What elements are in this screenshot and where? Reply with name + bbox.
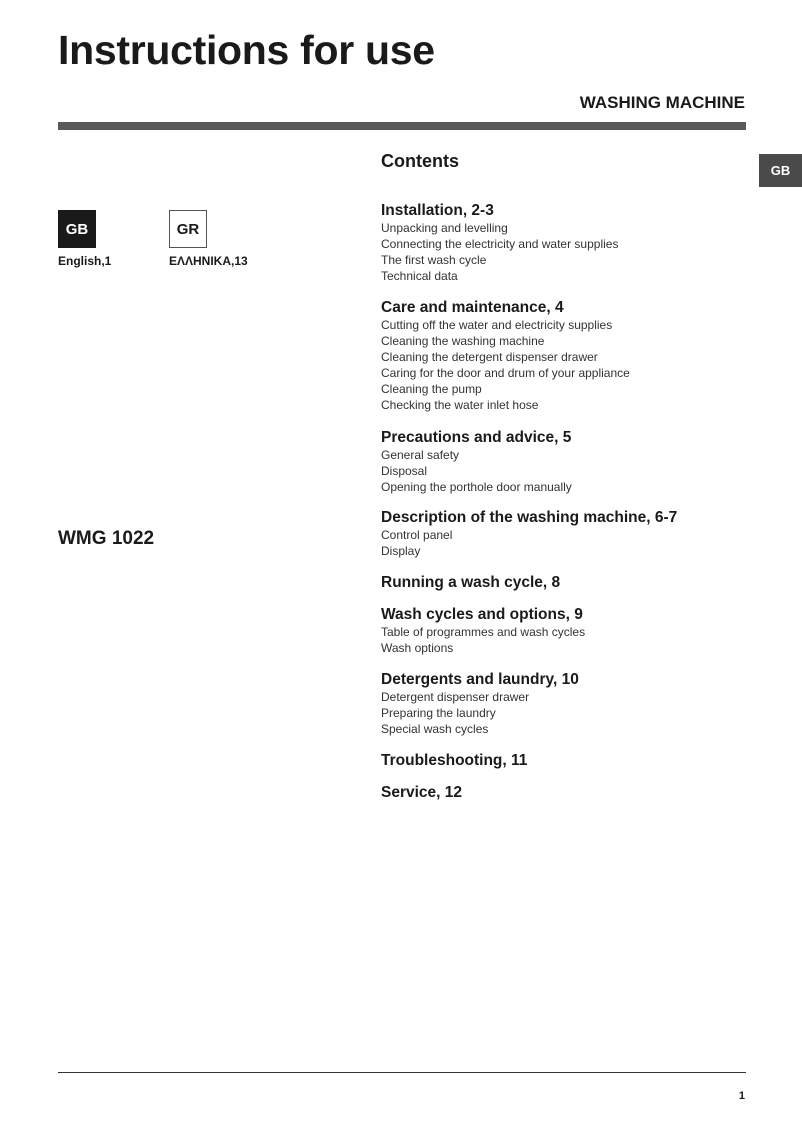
language-gr: [169, 210, 248, 268]
contents-subitem: Display: [381, 544, 421, 559]
page-number: 1: [738, 1090, 745, 1102]
language-label: ΕΛΛΗΝΙΚΑ,13: [169, 254, 248, 268]
contents-section: [381, 605, 585, 656]
contents-subitems: [381, 689, 579, 737]
contents-heading: Contents: [381, 151, 459, 171]
contents-subitems: [381, 624, 585, 656]
contents-subitem: Disposal: [381, 464, 428, 479]
contents-subitem: Opening the porthole door manually: [381, 480, 572, 495]
contents-subitem: Control panel: [381, 528, 453, 542]
contents-section-title: Description of the washing machine, 6-7: [381, 509, 678, 526]
contents-section: [381, 751, 527, 770]
language-code-badge: GB: [58, 210, 96, 248]
contents-subitem: Unpacking and levelling: [381, 221, 508, 235]
contents-section-title: Service, 12: [381, 784, 463, 801]
contents-subitem: Cleaning the detergent dispenser drawer: [381, 350, 598, 365]
contents-section-title: Care and maintenance, 4: [381, 299, 564, 316]
language-code-badge: GR: [169, 210, 207, 248]
contents-subitem: Detergent dispenser drawer: [381, 690, 530, 704]
contents-subitems: [381, 220, 618, 284]
model-number: WMG 1022: [58, 528, 155, 549]
language-label: English,1: [58, 254, 112, 268]
language-gb: [58, 210, 111, 268]
contents-subitem: Connecting the electricity and water supplies: [381, 237, 619, 252]
contents-section-title: Wash cycles and options, 9: [381, 606, 583, 623]
contents-section-title: Precautions and advice, 5: [381, 429, 572, 446]
contents-subitem: Caring for the door and drum of your appliance: [381, 366, 630, 381]
contents-section: [381, 670, 579, 737]
contents-section: [381, 428, 572, 495]
product-type-heading: WASHING MACHINE: [579, 93, 745, 112]
contents-section: [381, 783, 462, 802]
contents-section: [381, 573, 560, 592]
footer-divider: [58, 1072, 746, 1073]
contents-section-title: Installation, 2-3: [381, 202, 494, 219]
contents-subitem: Cleaning the washing machine: [381, 334, 545, 349]
contents-section-title: Running a wash cycle, 8: [381, 574, 561, 591]
contents-subitem: Cleaning the pump: [381, 382, 482, 397]
contents-subitem: Technical data: [381, 269, 458, 284]
contents-subitem: Wash options: [381, 641, 454, 656]
page-title: Instructions for use: [58, 27, 435, 73]
header-divider: [58, 122, 746, 130]
contents-subitems: [381, 317, 630, 414]
contents-section-title: Troubleshooting, 11: [381, 752, 528, 769]
contents-subitem: Special wash cycles: [381, 722, 489, 737]
contents-subitem: Cutting off the water and electricity supplies: [381, 318, 613, 332]
contents-section: [381, 298, 630, 414]
contents-subitem: General safety: [381, 448, 460, 462]
contents-subitems: [381, 527, 677, 559]
contents-section: [381, 201, 618, 284]
contents-section: [381, 508, 677, 559]
contents-subitem: Checking the water inlet hose: [381, 398, 539, 413]
language-side-tab: GB: [759, 154, 802, 187]
contents-subitem: The first wash cycle: [381, 253, 487, 268]
contents-section-title: Detergents and laundry, 10: [381, 671, 579, 688]
contents-subitems: [381, 447, 572, 495]
contents-subitem: Table of programmes and wash cycles: [381, 625, 586, 639]
contents-subitem: Preparing the laundry: [381, 706, 496, 721]
